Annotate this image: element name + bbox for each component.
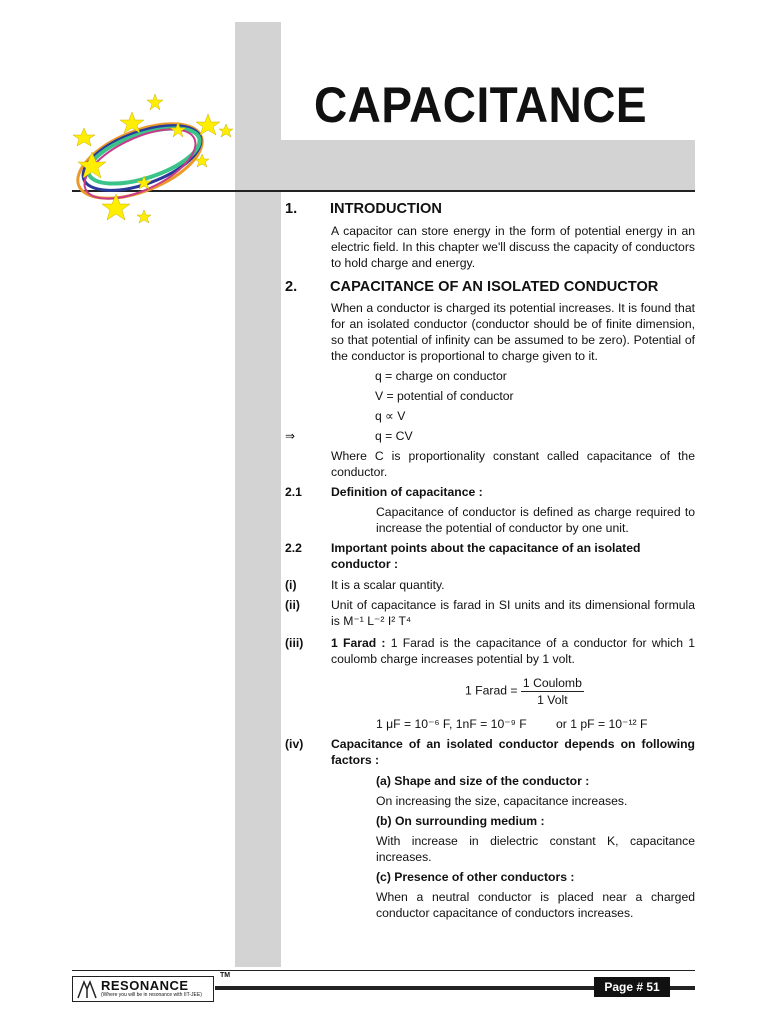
definition-paragraph: Capacitance of conductor is defined as charge required to increase the potential of conductor by one unit. [376,505,695,535]
horizontal-gray-bar [235,140,695,191]
trademark-mark: TM [220,972,231,979]
subsection-number: 2.2 [285,541,302,555]
factor-heading: (a) Shape and size of the conductor : [376,774,590,788]
equation-proportional: q ∝ V [375,409,406,423]
factor-b [376,813,695,865]
equation-q: q = charge on conductor [375,369,507,383]
fraction-numerator: 1 Coulomb [522,676,582,690]
point-iv [285,736,695,768]
atom-stars-logo-icon [60,86,240,236]
brand-name: RESONANCE [101,978,189,993]
factor-text: When a neutral conductor is placed near a charged conductor capacitance of conductors increases. [376,890,695,920]
equation-qcv-row [285,428,695,444]
farad-lhs: 1 Farad = [465,683,518,698]
unit-conversion-2: or 1 pF = 10⁻¹² F [556,717,648,731]
farad-fraction [521,675,584,708]
farad-equation [465,675,695,708]
subsection-2-1 [285,484,695,500]
brand-tagline: (Where you will be in resonance with IIT-JEE) [101,992,202,998]
brand-box [72,976,214,1002]
unit-conversions [376,716,695,732]
section-1-heading [285,201,695,217]
point-ii [285,597,695,629]
page-title: CAPACITANCE [314,77,648,133]
section-title: INTRODUCTION [330,201,442,217]
isolated-conductor-paragraph: When a conductor is charged its potential increases. It is found that for an isolated conductor (conductor should be of finite dimension, so that potential of infinity can be assumed to be zero). Potential of the conductor is proportional to charge given to it. [331,301,695,363]
point-text: Capacitance of an isolated conductor depends on following factors : [331,737,695,767]
unit-conversion-1: 1 μF = 10⁻⁶ F, 1nF = 10⁻⁹ F [376,717,527,731]
point-text: It is a scalar quantity. [331,578,445,592]
equation-v: V = potential of conductor [375,389,514,403]
factor-heading: (b) On surrounding medium : [376,814,545,828]
point-label: (ii) [285,598,300,612]
page-number: Page # 51 [594,977,670,997]
point-text: Unit of capacitance is farad in SI units and its dimensional formula is M⁻¹ L⁻² I² T⁴ [331,598,695,628]
factor-c [376,869,695,921]
subsection-title: Important points about the capacitance of an isolated conductor : [331,541,641,571]
point-iii [285,635,695,667]
subsection-2-2 [285,540,695,572]
section-number: 2. [285,279,298,295]
main-content [285,201,695,921]
section-title: CAPACITANCE OF AN ISOLATED CONDUCTOR [330,279,659,295]
farad-label: 1 Farad : [331,636,386,650]
point-label: (i) [285,578,297,592]
factor-text: On increasing the size, capacitance increases. [376,794,628,808]
point-label: (iii) [285,636,304,650]
point-i [285,577,695,593]
factor-text: With increase in dielectric constant K, capacitance increases. [376,834,695,864]
point-label: (iv) [285,737,304,751]
point-text [331,635,695,667]
proportionality-paragraph: Where C is proportionality constant called capacitance of the conductor. [331,449,695,479]
implies-symbol: ⇒ [285,429,296,443]
subsection-title: Definition of capacitance : [331,485,483,499]
footer-rule [72,970,695,971]
factor-a [376,773,695,809]
resonance-logo-icon [76,979,98,999]
equation-qcv: q = CV [375,429,413,443]
subsection-number: 2.1 [285,485,302,499]
fraction-denominator: 1 Volt [537,693,568,707]
factor-heading: (c) Presence of other conductors : [376,870,575,884]
section-2-heading [285,279,695,295]
farad-definition: 1 Farad is the capacitance of a conductor for which 1 coulomb charge increases potential by 1 volt. [331,636,695,666]
section-number: 1. [285,201,298,217]
intro-paragraph: A capacitor can store energy in the form of potential energy in an electric field. In this chapter we'll discuss the capacity of conductors to hold charge and energy. [331,224,695,270]
